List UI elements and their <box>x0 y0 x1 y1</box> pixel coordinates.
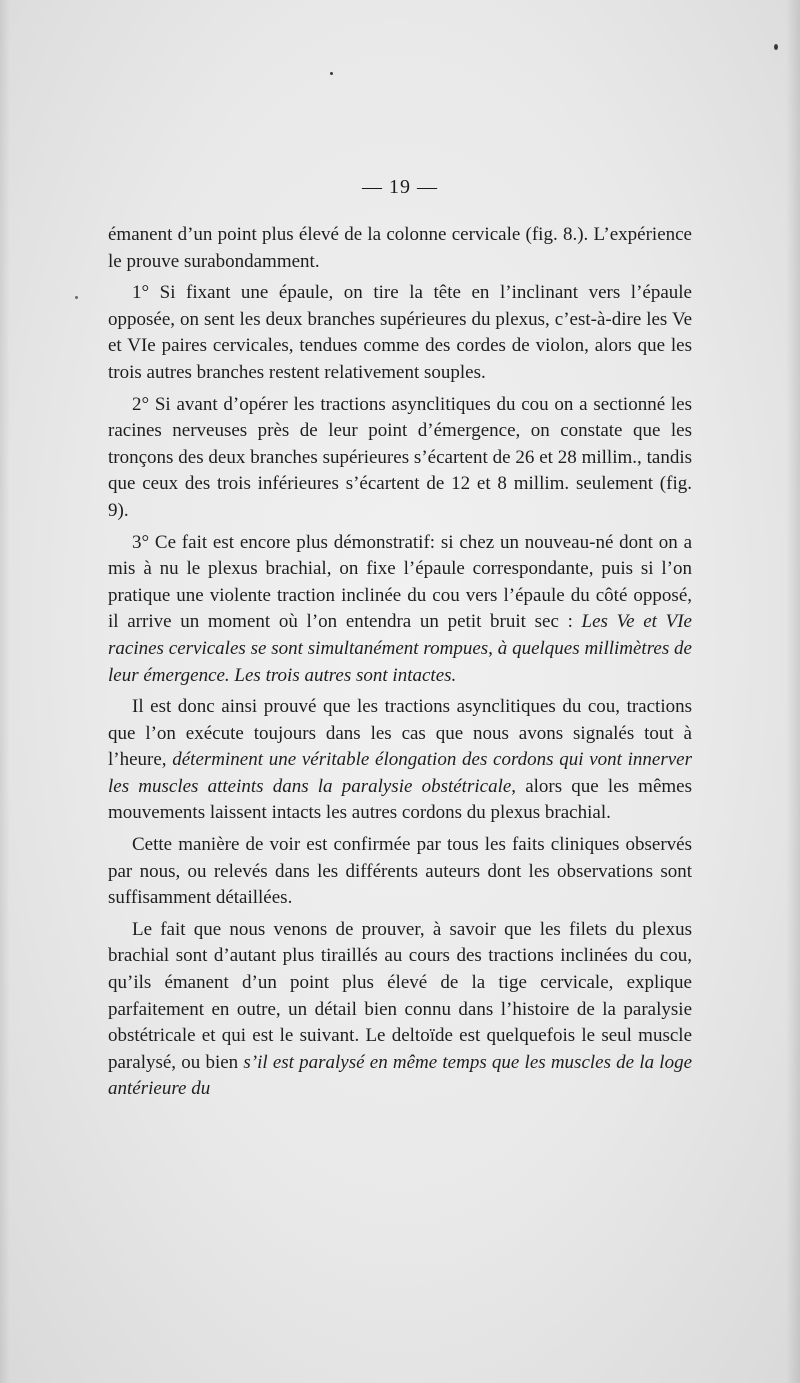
text-segment: Le fait que nous venons de prouver, à savoir que les filets du plexus brachial sont d’autant plus tiraillés au cours des tractions inclinées du cou, qu’ils émanent d’un point plus élevé de la tige cervicale, explique parfaitement en outre, un détail bien connu dans l’histoire de la paralysie obstétricale et qui est le suivant. Le deltoïde est quelquefois le seul muscle paralysé, ou bien <box>108 918 692 1073</box>
paragraph <box>108 917 692 1103</box>
italic-text-segment: s’il est paralysé en même temps que les muscles de la loge antérieure du <box>108 1051 692 1100</box>
text-segment: Cette manière de voir est confirmée par tous les faits cliniques observés par nous, ou relevés dans les différents auteurs dont les observations sont suffisamment détaillées. <box>108 834 692 909</box>
body-text <box>108 222 692 1108</box>
paragraph <box>108 280 692 386</box>
page-number: — 19 — <box>362 176 438 198</box>
text-segment: 2° Si avant d’opérer les tractions asynclitiques du cou on a sectionné les racines nerveuses près de leur point d’émergence, on constate que les tronçons des deux branches supérieures s’écartent de 26 et 28 millim., tandis que ceux des trois inférieures s’écartent de 12 et 8 millim. seulement (fig. 9). <box>108 393 692 521</box>
paper-speck <box>774 44 778 50</box>
paragraph <box>108 392 692 525</box>
paper-speck <box>330 72 333 75</box>
paper-speck <box>75 296 78 299</box>
text-segment: Il est donc ainsi prouvé que les tractions asynclitiques du cou, tractions que l’on exécute toujours dans les cas que nous avons signalés tout à l’heure, <box>108 696 692 771</box>
paragraph <box>108 832 692 912</box>
page-edge-shadow-left <box>0 0 10 1383</box>
text-segment: 3° Ce fait est encore plus démonstratif: si chez un nouveau-né dont on a mis à nu le plexus brachial, on fixe l’épaule correspondante, puis si l’on pratique une violente traction inclinée du cou vers l’épaule du côté opposé, il arrive un moment où l’on entendra un petit bruit sec : <box>108 531 692 633</box>
paragraph <box>108 222 692 275</box>
text-segment: émanent d’un point plus élevé de la colonne cervicale (fig. 8.). L’expérience le prouve surabondamment. <box>108 224 692 272</box>
italic-text-segment: Les Ve et VIe racines cervicales se sont simultanément rompues, à quelques millimètres de leur émergence. Les trois autres sont intactes. <box>108 611 692 686</box>
paragraph <box>108 694 692 827</box>
text-segment: 1° Si fixant une épaule, on tire la tête en l’inclinant vers l’épaule opposée, on sent les deux branches supérieures du plexus, c’est-à-dire les Ve et VIe paires cervicales, tendues comme des cordes de violon, alors que les trois autres branches restent relativement souples. <box>108 282 692 383</box>
text-segment: , alors que les mêmes mouvements laissent intacts les autres cordons du plexus brachial. <box>108 775 692 824</box>
page-edge-shadow-right <box>786 0 800 1383</box>
italic-text-segment: déterminent une véritable élongation des cordons qui vont innerver les muscles atteints dans la paralysie obstétricale <box>108 749 692 797</box>
paragraph <box>108 530 692 690</box>
